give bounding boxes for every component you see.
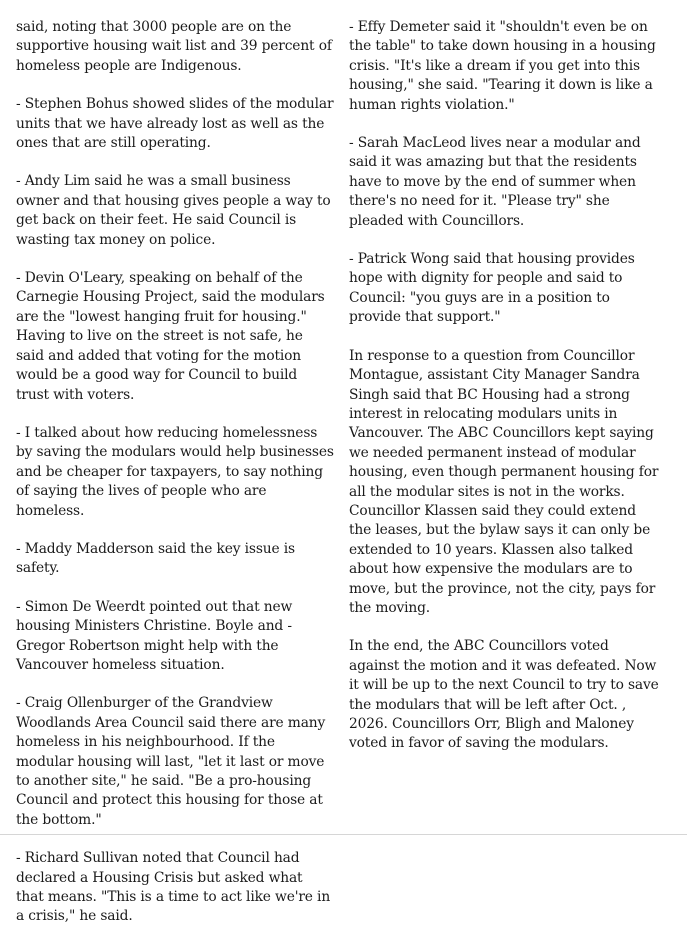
paragraph-homeless-stats: said, noting that 3000 people are on the supportive housing wait list and 39 percent of homeless people are Indigenous. [16, 19, 332, 74]
left-column [16, 18, 334, 946]
paragraph-author-remarks: - I talked about how reducing homelessness by saving the modulars would help businesses and be cheaper for taxpayers, to say nothing of saying the lives of people who are homeless. [16, 424, 334, 519]
paragraph-sarah-macleod: - Sarah MacLeod lives near a modular and said it was amazing but that the residents have to move by the end of summer when there's no need for it. "Please try" she pleaded with Councillors. [349, 135, 641, 229]
bottom-divider [0, 834, 687, 835]
paragraph-simon-de-weerdt: - Simon De Weerdt pointed out that new housing Ministers Christine. Boyle and - Gregor Robertson might help with the Vancouver homeless situation. [16, 598, 293, 673]
right-column [349, 18, 661, 773]
paragraph-devin-oleary: - Devin O'Leary, speaking on behalf of the Carnegie Housing Project, said the modulars are the "lowest hanging fruit for housing." Having to live on the street is not safe, he said and added that voting for the motion would be a good way for Council to build trust with voters. [16, 270, 325, 403]
paragraph-patrick-wong: - Patrick Wong said that housing provides hope with dignity for people and said to Council: "you guys are in a position to provide that support." [349, 251, 635, 326]
paragraph-stephen-bohus: - Stephen Bohus showed slides of the modular units that we have already lost as well as the ones that are still operating. [16, 96, 334, 152]
paragraph-richard-sullivan: - Richard Sullivan noted that Council had declared a Housing Crisis but asked what that means. "This is a time to act like we're in a crisis," he said. [16, 850, 331, 925]
paragraph-effy-demeter: - Effy Demeter said it "shouldn't even be on the table" to take down housing in a housing crisis. "It's like a dream if you get into this housing," she said. "Tearing it down is like a human rights violation." [349, 19, 656, 113]
paragraph-maddy-madderson: - Maddy Madderson said the key issue is safety. [16, 540, 295, 577]
paragraph-andy-lim: - Andy Lim said he was a small business owner and that housing gives people a way to get back on their feet. He said Council is wasting tax money on police. [16, 173, 331, 248]
paragraph-staff-response: In response to a question from Councillor Montague, assistant City Manager Sandra Singh said that BC Housing had a strong interest in relocating modulars units in Vancouver. The ABC Councillors kept saying we needed permanent instead of modular housing, even though permanent housing for all the modular sites is not in the works. Councillor Klassen said they could extend the leases, but the bylaw says it can only be extended to 10 years. Klassen also talked about how expensive the modulars are to move, but the province, not the city, pays for the moving. [349, 347, 659, 616]
paragraph-vote-outcome: In the end, the ABC Councillors voted against the motion and it was defeated. Now it will be up to the next Council to try to save the modulars that will be left after Oct. , 2026. Councillors Orr, Bligh and Maloney voted in favor of saving the modulars. [349, 638, 659, 752]
paragraph-craig-ollenburger: - Craig Ollenburger of the Grandview Woodlands Area Council said there are many homeless in his neighbourhood. If the modular housing will last, "let it last or move to another site," he said. "Be a pro-housing Council and protect this housing for those at the bottom." [16, 695, 326, 828]
